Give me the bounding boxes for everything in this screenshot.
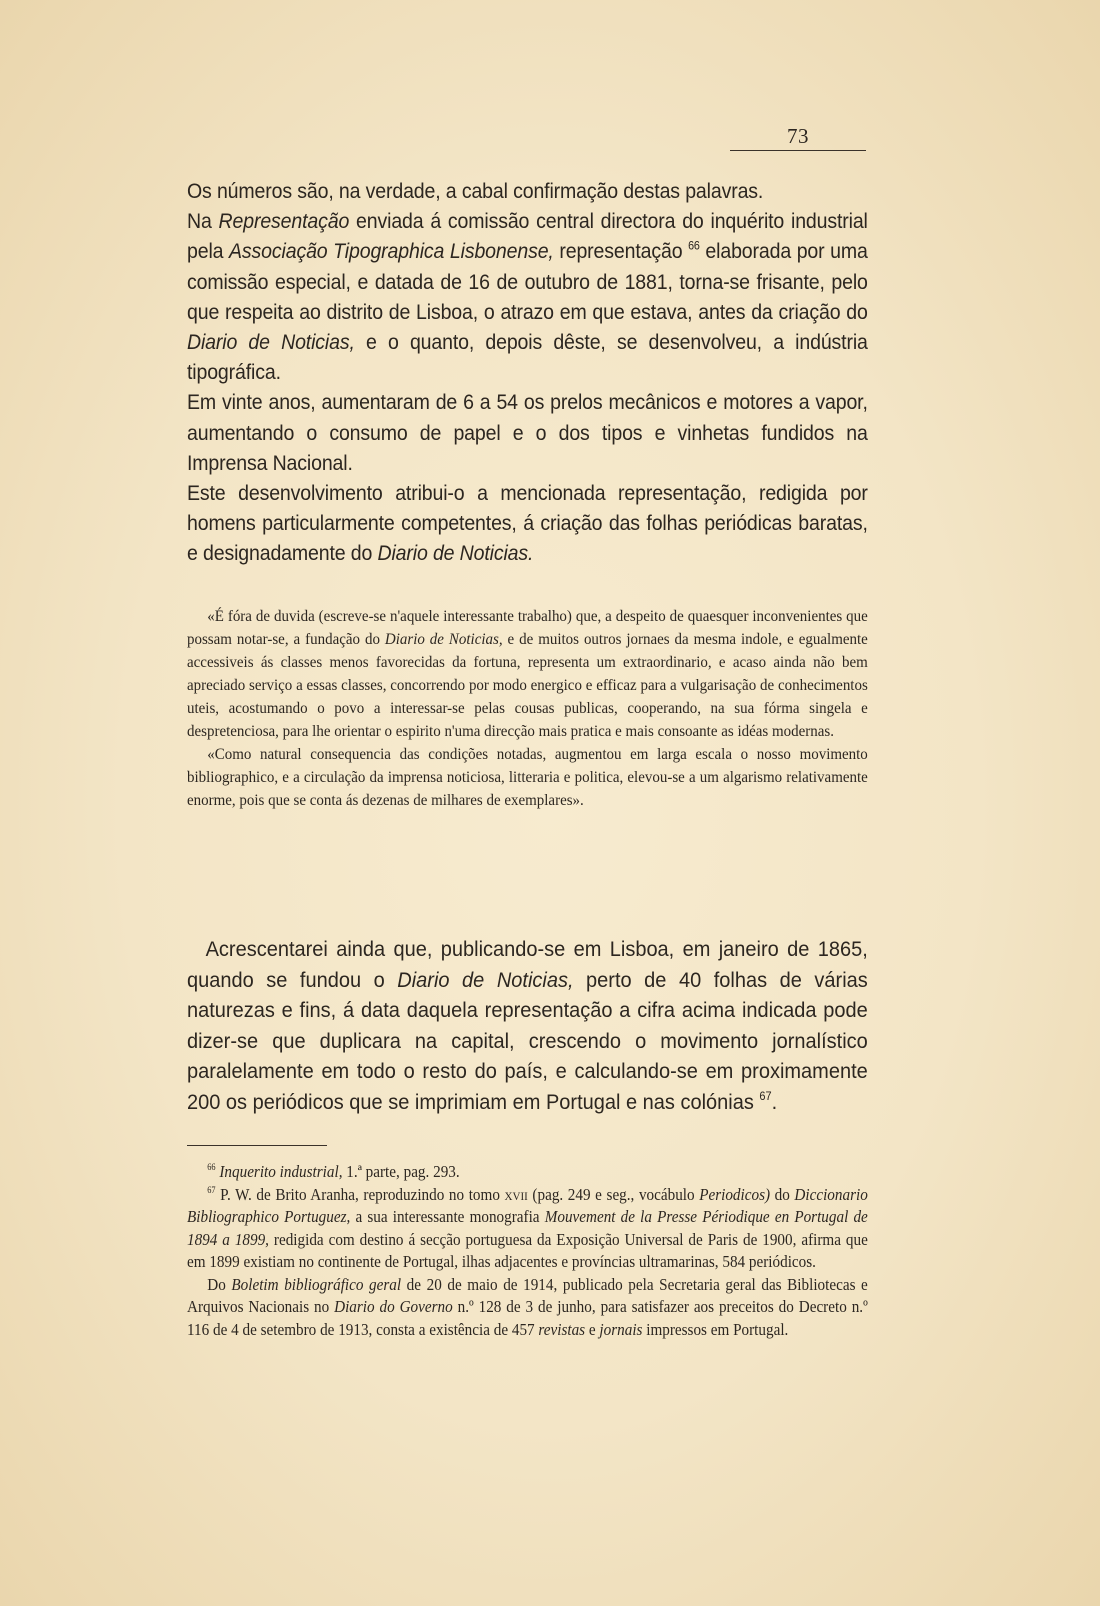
footnote-number: 66	[207, 1162, 216, 1173]
italic-title: Mouvement de la Presse Périodique en Portugal de 1894 a 1899,	[187, 1207, 868, 1249]
text-run: Acrescentarei ainda que, publicando-se em Lisboa, em janeiro de 1865, quando se fundou o	[187, 937, 868, 992]
italic-title: revistas	[538, 1319, 586, 1339]
text-run: Do	[207, 1274, 232, 1294]
roman-numeral: xvii	[504, 1184, 528, 1204]
italic-title: Representação	[218, 210, 350, 234]
block-quote	[187, 604, 868, 811]
italic-title: jornais	[599, 1319, 643, 1339]
italic-title: Diario do Governo	[334, 1297, 453, 1316]
italic-title: Associação Tipographica Lisbonense,	[229, 240, 554, 264]
italic-title: Periodicos)	[699, 1184, 771, 1204]
paragraph-5	[187, 934, 868, 1117]
italic-title: Diario de Noticias,	[384, 629, 503, 648]
quote-paragraph-1	[187, 604, 868, 742]
text-run: e de muitos outros jornaes da mesma indole, e egualmente accessiveis ás classes menos favorecidas da fortuna, representa um extraordinario, e acaso ainda não bem apreciado serviço a essas classes, concorrendo por modo energico e efficaz para a vulgarisação de conhecimentos uteis, acostumando o povo a interessar-se pelas cousas publicas, cooperando, na sua fórma singela e despretenciosa, para lhe orientar o espirito n'uma direcção mais pratica e mais consoante as idéas modernas.	[187, 629, 868, 740]
text-run: representação	[553, 240, 689, 264]
text-run: (pag. 249 e seg., vocábulo	[527, 1184, 700, 1204]
paragraph-3	[187, 388, 868, 479]
italic-title: Diario de Noticias,	[187, 331, 355, 355]
paragraph-2	[187, 207, 868, 388]
paragraph-4	[187, 479, 868, 570]
text-run: Na	[187, 210, 219, 234]
concluding-paragraph	[187, 934, 868, 1117]
text-run: e	[585, 1319, 600, 1339]
text-run: elaborada por uma comissão especial, e datada de 16 de outubro de 1881, torna-se frisante, pelo que respeita ao distrito de Lisboa, o atrazo em que estava, antes da criação do	[187, 240, 868, 324]
text-run: e o quanto, depois dêste, se desenvolveu, a indústria tipográfica.	[187, 331, 868, 385]
italic-title: Diccionario Bibliographico Portuguez,	[187, 1184, 868, 1226]
footnote-ref-66[interactable]: 66	[688, 240, 700, 253]
italic-title: Boletim bibliográfico geral	[231, 1274, 402, 1294]
text-run: Este desenvolvimento atribui-o a mencionada representação, redigida por homens particularmente competentes, á criação das folhas periódicas baratas, e designadamente do	[187, 482, 868, 566]
italic-title: Inquerito industrial,	[219, 1162, 343, 1181]
paragraph-1-text: Os números são, na verdade, a cabal confirmação destas palavras.	[187, 180, 764, 203]
text-run: enviada á comissão central directora do inquérito industrial pela	[187, 210, 868, 264]
footnote-66	[187, 1161, 868, 1184]
text-run: «É fóra de duvida (escreve-se n'aquele interessante trabalho) que, a despeito de quaesquer inconvenientes que possam notar-se, a fundação do	[187, 606, 868, 648]
italic-title: Diario de Noticias.	[377, 542, 534, 566]
italic-title: Diario de Noticias,	[397, 967, 574, 992]
text-run: a sua interessante monografia	[350, 1207, 545, 1226]
footnotes	[187, 1161, 868, 1341]
footnote-number: 67	[207, 1184, 216, 1195]
page-number-rule	[730, 150, 866, 151]
text-run: do	[770, 1184, 795, 1204]
main-text	[187, 177, 868, 570]
text-run: P. W. de Brito Aranha, reproduzindo no tomo	[215, 1184, 505, 1204]
paragraph-3-text: Em vinte anos, aumentaram de 6 a 54 os prelos mecânicos e motores a vapor, aumentando o consumo de papel e o dos tipos e vinhetas fundidos na Imprensa Nacional.	[187, 391, 868, 475]
footnote-rule	[187, 1145, 327, 1146]
page-number: 73	[787, 124, 809, 148]
text-run: 1.ª parte, pag. 293.	[342, 1162, 460, 1181]
text-run: impressos em Portugal.	[642, 1319, 789, 1339]
text-run: n.º 128 de 3 de junho, para satisfazer aos preceitos do Decreto n.º 116 de 4 de setembro de 1913, consta a existência de 457	[187, 1297, 868, 1339]
text-run: .	[771, 1089, 778, 1114]
text-run: perto de 40 folhas de várias naturezas e fins, á data daquela representação a cifra acima indicada pode dizer-se que duplicara na capital, crescendo o movimento jornalístico paralelamente em todo o resto do país, e calculando-se em proximamente 200 os periódicos que se imprimiam em Portugal e nas colónias	[187, 967, 868, 1114]
footnote-67	[187, 1184, 868, 1274]
footnote-ref-67[interactable]: 67	[759, 1088, 772, 1103]
footnote-67-continued	[187, 1274, 868, 1342]
paragraph-1	[187, 177, 868, 207]
quote-paragraph-2	[187, 742, 868, 811]
text-run: redigida com destino á secção portuguesa da Exposição Universal de Paris de 1900, afirma que em 1899 existiam no continente de Portugal, ilhas adjacentes e províncias ultramarinas, 584 periódicos.	[187, 1229, 868, 1271]
text-run: de 20 de maio de 1914, publicado pela Secretaria geral das Bibliotecas e Arquivos Nacionais no	[187, 1274, 868, 1316]
text-run: «Como natural consequencia das condições notadas, augmentou em larga escala o nosso movimento bibliographico, e a circulação da imprensa noticiosa, litteraria e politica, elevou-se a um algarismo relativamente enorme, pois que se conta ás dezenas de milhares de exemplares».	[187, 744, 868, 809]
